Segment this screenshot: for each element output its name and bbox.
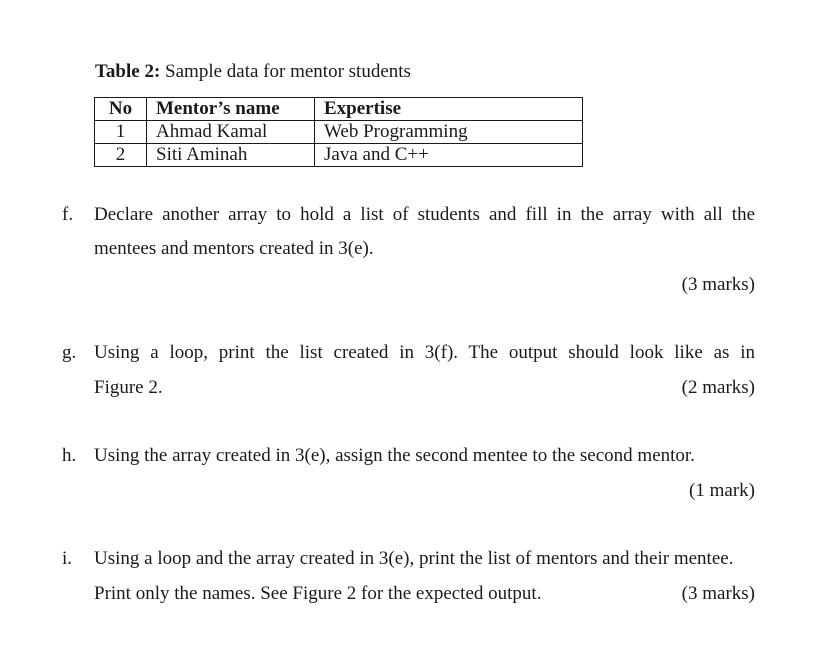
- table-caption: [95, 61, 411, 83]
- question-h-line-1: Using the array created in 3(e), assign the second mentee to the second mentor.: [94, 445, 695, 466]
- cell-mentor-name: Ahmad Kamal: [147, 121, 315, 144]
- header-expertise: Expertise: [315, 98, 583, 121]
- header-mentor-name: Mentor’s name: [147, 98, 315, 121]
- question-g-marker: g.: [62, 342, 77, 363]
- question-i-line-1: Using a loop and the array created in 3(e), print the list of mentors and their mentee.: [94, 548, 734, 569]
- question-i-line-2: Print only the names. See Figure 2 for the expected output.: [94, 583, 542, 604]
- question-g-marks: (2 marks): [681, 377, 755, 398]
- cell-expertise: Web Programming: [315, 121, 583, 144]
- question-i-marker: i.: [62, 548, 73, 569]
- question-f-marks: (3 marks): [681, 274, 755, 295]
- question-f-line-2: mentees and mentors created in 3(e).: [94, 238, 374, 259]
- cell-mentor-name: Siti Aminah: [147, 144, 315, 167]
- cell-expertise: Java and C++: [315, 144, 583, 167]
- question-f-line-1: Declare another array to hold a list of students and fill in the array with all the: [94, 204, 755, 225]
- question-h-marker: h.: [62, 445, 77, 466]
- table-row: [95, 144, 583, 167]
- question-f-marker: f.: [62, 204, 74, 225]
- header-no: No: [95, 98, 147, 121]
- question-g-line-2: Figure 2.: [94, 377, 163, 398]
- question-g-line-1: Using a loop, print the list created in 3(f). The output should look like as in: [94, 342, 755, 363]
- table-caption-label: Table 2:: [95, 61, 161, 82]
- table-header-row: [95, 98, 583, 121]
- mentor-table: [94, 97, 583, 167]
- table-caption-text: Sample data for mentor students: [160, 61, 411, 82]
- question-i-marks: (3 marks): [681, 583, 755, 604]
- question-h-marks: (1 mark): [689, 480, 755, 501]
- table-row: [95, 121, 583, 144]
- cell-no: 1: [95, 121, 147, 144]
- cell-no: 2: [95, 144, 147, 167]
